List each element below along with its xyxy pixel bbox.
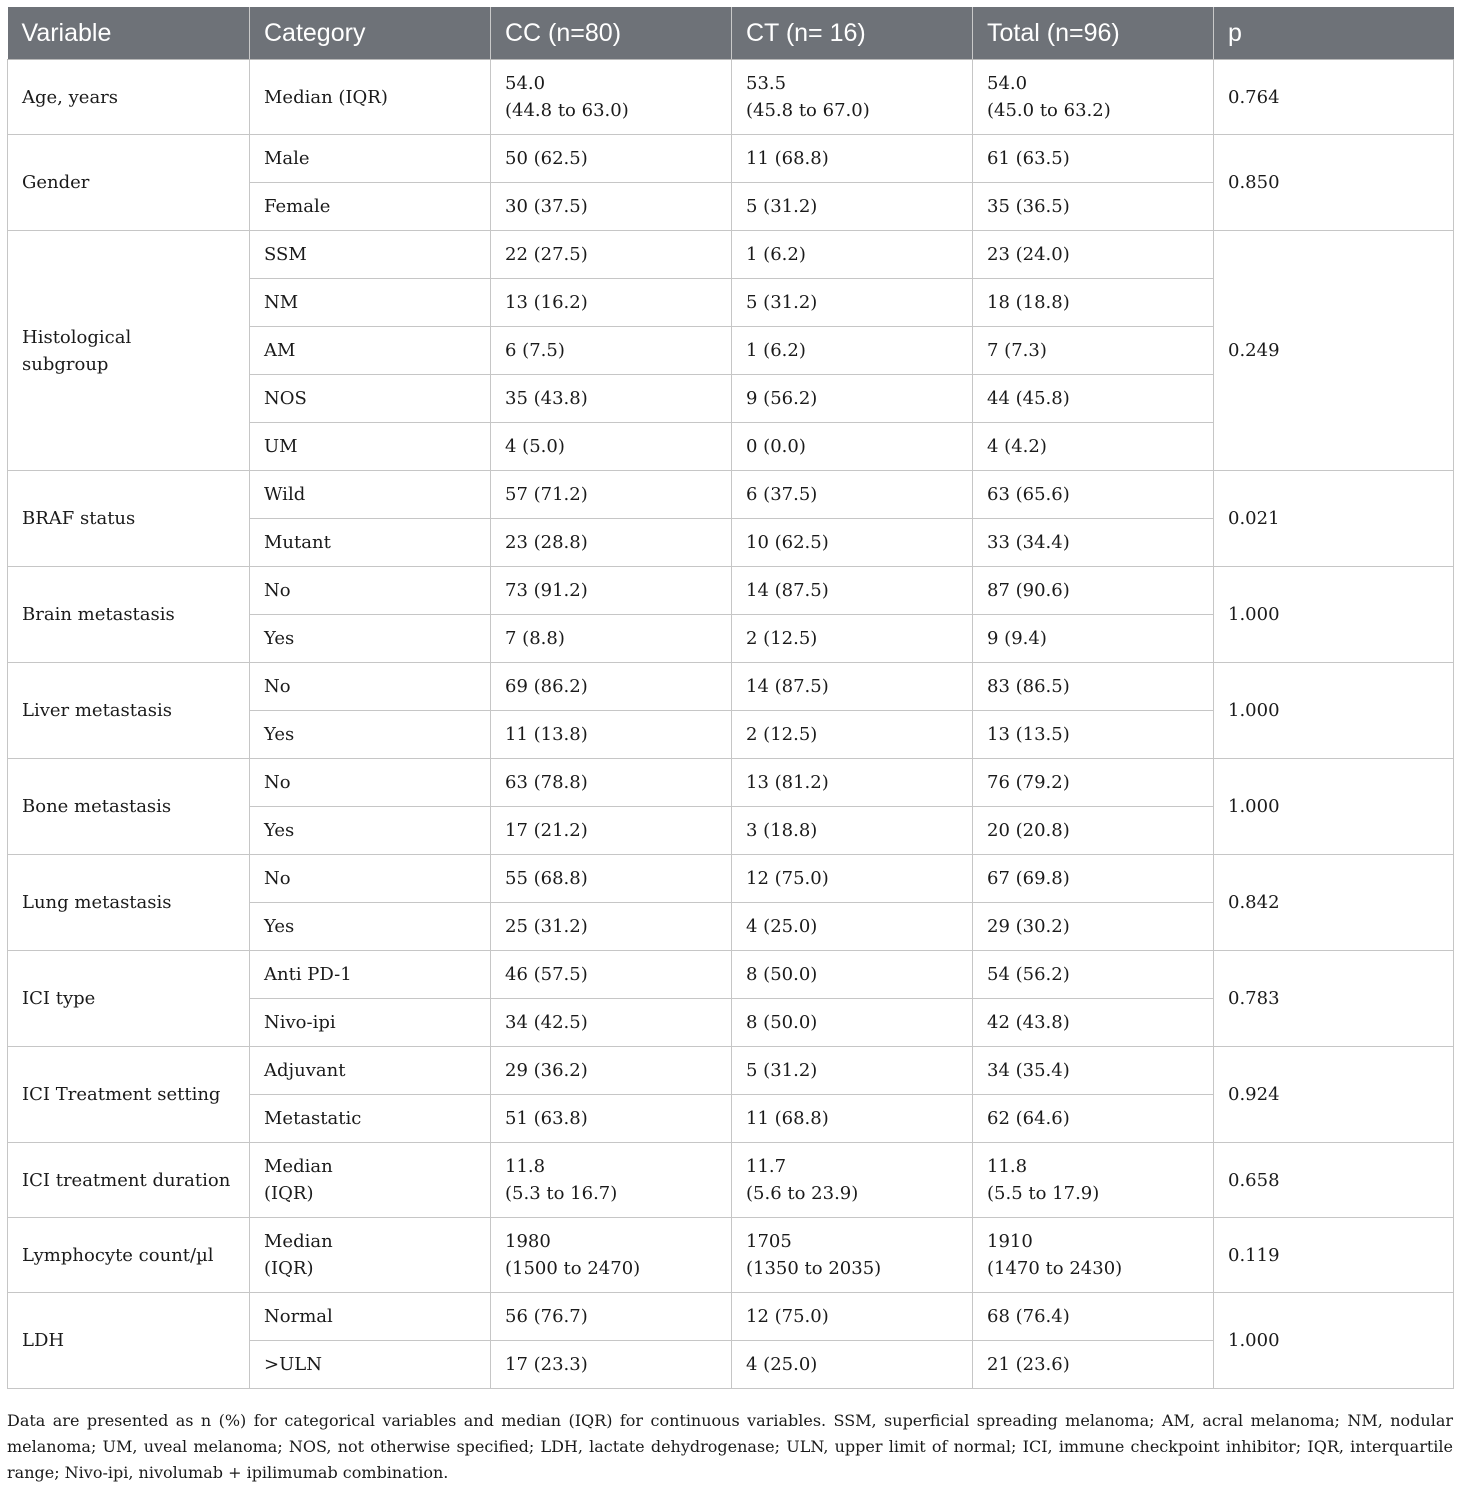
cc-line: 30 (37.5): [505, 196, 588, 217]
variable-line: Histological: [22, 326, 132, 348]
category-cell: [250, 183, 491, 231]
cc-cell: [491, 327, 732, 375]
ct-cell: [732, 1095, 973, 1143]
category-cell: [250, 471, 491, 519]
table-header: [8, 7, 1454, 60]
variable-cell: [8, 1293, 250, 1389]
ct-line: 4 (25.0): [746, 1354, 818, 1375]
cc-line: (5.3 to 16.7): [505, 1183, 618, 1204]
category-cell: [250, 60, 491, 135]
total-cell: [973, 1341, 1214, 1389]
p-value-cell: 0.764: [1214, 60, 1454, 135]
total-line: 67 (69.8): [987, 868, 1070, 889]
p-value-cell: 0.119: [1214, 1218, 1454, 1293]
category-line: Mutant: [264, 532, 331, 553]
ct-line: 12 (75.0): [746, 1306, 829, 1327]
variable-line: ICI Treatment setting: [22, 1084, 221, 1105]
table-row: [8, 855, 1454, 903]
table-row: [8, 231, 1454, 279]
ct-cell: [732, 999, 973, 1047]
total-cell: [973, 855, 1214, 903]
ct-line: 1 (6.2): [746, 244, 806, 265]
total-line: 87 (90.6): [987, 580, 1070, 601]
cc-cell: [491, 855, 732, 903]
ct-cell: [732, 423, 973, 471]
header-total: Total (n=96): [973, 7, 1214, 60]
ct-cell: [732, 231, 973, 279]
category-line: Nivo-ipi: [264, 1012, 336, 1033]
cc-cell: [491, 279, 732, 327]
p-value-cell: 0.924: [1214, 1047, 1454, 1143]
ct-line: 10 (62.5): [746, 532, 829, 553]
category-cell: [250, 519, 491, 567]
variable-line: Lymphocyte count/µl: [22, 1244, 214, 1266]
total-line: 18 (18.8): [987, 292, 1070, 313]
cc-line: 7 (8.8): [505, 628, 565, 649]
cc-cell: [491, 759, 732, 807]
category-cell: [250, 135, 491, 183]
total-cell: [973, 1293, 1214, 1341]
ct-line: 1705: [746, 1231, 792, 1252]
ct-cell: [732, 807, 973, 855]
ct-line: 5 (31.2): [746, 292, 818, 313]
cc-cell: [491, 999, 732, 1047]
ct-line: 5 (31.2): [746, 1060, 818, 1081]
cc-line: 73 (91.2): [505, 580, 588, 601]
total-line: 11.8: [987, 1156, 1028, 1177]
ct-line: 11 (68.8): [746, 1108, 829, 1129]
ct-line: 8 (50.0): [746, 1012, 818, 1033]
category-line: Wild: [264, 484, 306, 505]
table-row: [8, 1218, 1454, 1293]
category-line: Anti PD-1: [264, 964, 352, 985]
cc-cell: [491, 375, 732, 423]
cc-line: 55 (68.8): [505, 868, 588, 889]
variable-line: Liver metastasis: [22, 700, 172, 721]
cc-line: 51 (63.8): [505, 1108, 588, 1129]
table-row: [8, 471, 1454, 519]
category-line: No: [264, 580, 291, 601]
total-line: 54.0: [987, 73, 1028, 94]
cc-line: 23 (28.8): [505, 532, 588, 553]
category-cell: [250, 1095, 491, 1143]
total-line: 42 (43.8): [987, 1012, 1070, 1033]
total-line: 13 (13.5): [987, 724, 1070, 745]
variable-line: LDH: [22, 1330, 65, 1351]
ct-cell: [732, 951, 973, 999]
p-value-cell: 0.842: [1214, 855, 1454, 951]
variable-line: ICI treatment duration: [22, 1169, 231, 1191]
variable-cell: [8, 1143, 250, 1218]
category-line: AM: [264, 340, 296, 361]
ct-line: 11 (68.8): [746, 148, 829, 169]
table-row: [8, 1143, 1454, 1218]
cc-cell: [491, 711, 732, 759]
cc-cell: [491, 663, 732, 711]
category-line: Median: [264, 1231, 333, 1252]
ct-line: (5.6 to 23.9): [746, 1183, 859, 1204]
variable-line: Brain metastasis: [22, 604, 175, 625]
cc-cell: [491, 615, 732, 663]
total-line: 7 (7.3): [987, 340, 1047, 361]
cc-line: 4 (5.0): [505, 436, 565, 457]
cc-line: (44.8 to 63.0): [505, 100, 629, 121]
ct-cell: [732, 327, 973, 375]
ct-cell: [732, 567, 973, 615]
ct-cell: [732, 135, 973, 183]
cc-line: 17 (23.3): [505, 1354, 588, 1375]
category-cell: [250, 1047, 491, 1095]
total-line: 9 (9.4): [987, 628, 1047, 649]
ct-cell: [732, 1143, 973, 1218]
category-cell: [250, 1218, 491, 1293]
ct-line: 53.5: [746, 73, 787, 94]
cc-cell: [491, 567, 732, 615]
variable-cell: [8, 135, 250, 231]
ct-cell: [732, 519, 973, 567]
ct-cell: [732, 711, 973, 759]
total-line: (1470 to 2430): [987, 1258, 1123, 1279]
header-variable: Variable: [8, 7, 250, 60]
ct-cell: [732, 279, 973, 327]
cc-line: 50 (62.5): [505, 148, 588, 169]
variable-line: BRAF status: [22, 508, 136, 529]
total-cell: [973, 471, 1214, 519]
cc-line: 29 (36.2): [505, 1060, 588, 1081]
cc-line: 11.8: [505, 1156, 546, 1177]
total-cell: [973, 423, 1214, 471]
ct-line: 11.7: [746, 1156, 787, 1177]
variable-cell: [8, 471, 250, 567]
cc-line: 25 (31.2): [505, 916, 588, 937]
p-value-cell: 0.783: [1214, 951, 1454, 1047]
cc-line: 46 (57.5): [505, 964, 588, 985]
variable-line: subgroup: [22, 353, 109, 375]
category-line: >ULN: [264, 1354, 322, 1375]
p-value-cell: 0.658: [1214, 1143, 1454, 1218]
cc-line: 34 (42.5): [505, 1012, 588, 1033]
total-line: 62 (64.6): [987, 1108, 1070, 1129]
ct-line: 4 (25.0): [746, 916, 818, 937]
total-cell: [973, 999, 1214, 1047]
ct-line: 13 (81.2): [746, 772, 829, 793]
cc-line: 56 (76.7): [505, 1306, 588, 1327]
category-line: Normal: [264, 1306, 333, 1327]
p-value-cell: 1.000: [1214, 663, 1454, 759]
variable-cell: [8, 60, 250, 135]
category-cell: [250, 279, 491, 327]
category-cell: [250, 855, 491, 903]
category-line: NM: [264, 292, 299, 313]
variable-cell: [8, 567, 250, 663]
cc-line: 11 (13.8): [505, 724, 588, 745]
ct-cell: [732, 1293, 973, 1341]
ct-cell: [732, 1341, 973, 1389]
ct-cell: [732, 903, 973, 951]
ct-cell: [732, 183, 973, 231]
category-cell: [250, 1143, 491, 1218]
category-cell: [250, 1293, 491, 1341]
cc-cell: [491, 423, 732, 471]
ct-line: 0 (0.0): [746, 436, 806, 457]
category-line: Metastatic: [264, 1108, 362, 1129]
table-row: [8, 60, 1454, 135]
ct-line: 2 (12.5): [746, 628, 818, 649]
cc-cell: [491, 1047, 732, 1095]
total-cell: [973, 711, 1214, 759]
total-line: 44 (45.8): [987, 388, 1070, 409]
cc-cell: [491, 1341, 732, 1389]
cc-line: (1500 to 2470): [505, 1258, 641, 1279]
total-cell: [973, 231, 1214, 279]
cc-cell: [491, 231, 732, 279]
header-p: p: [1214, 7, 1454, 60]
ct-cell: [732, 375, 973, 423]
cc-cell: [491, 951, 732, 999]
cc-cell: [491, 60, 732, 135]
cc-cell: [491, 519, 732, 567]
cc-cell: [491, 183, 732, 231]
category-line: No: [264, 772, 291, 793]
category-line: Adjuvant: [264, 1060, 346, 1081]
total-cell: [973, 951, 1214, 999]
total-line: 61 (63.5): [987, 148, 1070, 169]
category-cell: [250, 231, 491, 279]
total-cell: [973, 375, 1214, 423]
category-line: (IQR): [264, 1183, 314, 1204]
total-line: 68 (76.4): [987, 1306, 1070, 1327]
category-cell: [250, 327, 491, 375]
variable-cell: [8, 855, 250, 951]
cc-line: 1980: [505, 1231, 551, 1252]
category-cell: [250, 423, 491, 471]
ct-line: 14 (87.5): [746, 580, 829, 601]
cc-cell: [491, 1293, 732, 1341]
ct-cell: [732, 855, 973, 903]
category-line: UM: [264, 436, 298, 457]
p-value-cell: 1.000: [1214, 567, 1454, 663]
table-row: [8, 135, 1454, 183]
cc-cell: [491, 1218, 732, 1293]
ct-cell: [732, 759, 973, 807]
ct-line: 6 (37.5): [746, 484, 818, 505]
table-row: [8, 1047, 1454, 1095]
variable-cell: [8, 663, 250, 759]
cc-line: 6 (7.5): [505, 340, 565, 361]
total-cell: [973, 903, 1214, 951]
category-line: Yes: [264, 628, 295, 649]
category-line: (IQR): [264, 1258, 314, 1279]
category-cell: [250, 615, 491, 663]
ct-line: 2 (12.5): [746, 724, 818, 745]
total-line: 33 (34.4): [987, 532, 1070, 553]
cc-line: 57 (71.2): [505, 484, 588, 505]
ct-cell: [732, 471, 973, 519]
ct-cell: [732, 1218, 973, 1293]
p-value-cell: 0.850: [1214, 135, 1454, 231]
total-cell: [973, 1143, 1214, 1218]
variable-line: ICI type: [22, 988, 96, 1009]
cc-cell: [491, 1095, 732, 1143]
p-value-cell: 0.249: [1214, 231, 1454, 471]
total-line: (45.0 to 63.2): [987, 100, 1111, 121]
total-cell: [973, 1095, 1214, 1143]
total-line: 21 (23.6): [987, 1354, 1070, 1375]
cc-line: 17 (21.2): [505, 820, 588, 841]
total-line: 76 (79.2): [987, 772, 1070, 793]
table-row: [8, 759, 1454, 807]
category-line: Yes: [264, 724, 295, 745]
category-line: Yes: [264, 820, 295, 841]
table-footnote: Data are presented as n (%) for categorical variables and median (IQR) for continuous variables. SSM, superficial spreading melanoma; AM, acral melanoma; NM, nodular melanoma; UM, uveal melanoma; NOS, not otherwise specified; LDH, lactate dehydrogenase; ULN, upper limit of normal; ICI, immune checkpoint inhibitor; IQR, interquartile range; Nivo-ipi, nivolumab + ipilimumab combination.: [7, 1411, 1453, 1482]
cc-line: 35 (43.8): [505, 388, 588, 409]
category-line: Male: [264, 148, 310, 169]
variable-cell: [8, 1047, 250, 1143]
patient-characteristics-table: [7, 7, 1454, 1389]
total-line: (5.5 to 17.9): [987, 1183, 1100, 1204]
category-cell: [250, 903, 491, 951]
total-line: 1910: [987, 1231, 1033, 1252]
category-cell: [250, 807, 491, 855]
total-cell: [973, 615, 1214, 663]
ct-line: 9 (56.2): [746, 388, 818, 409]
total-cell: [973, 135, 1214, 183]
table-row: [8, 663, 1454, 711]
total-line: 63 (65.6): [987, 484, 1070, 505]
total-cell: [973, 807, 1214, 855]
category-cell: [250, 663, 491, 711]
variable-line: Lung metastasis: [22, 892, 172, 913]
variable-line: Gender: [22, 172, 90, 193]
total-cell: [973, 663, 1214, 711]
ct-line: 5 (31.2): [746, 196, 818, 217]
total-cell: [973, 1047, 1214, 1095]
table-row: [8, 567, 1454, 615]
table-row: [8, 1293, 1454, 1341]
p-value-cell: 1.000: [1214, 759, 1454, 855]
total-line: 34 (35.4): [987, 1060, 1070, 1081]
header-row: [8, 7, 1454, 60]
total-line: 29 (30.2): [987, 916, 1070, 937]
variable-cell: [8, 951, 250, 1047]
ct-cell: [732, 663, 973, 711]
cc-cell: [491, 903, 732, 951]
cc-line: 54.0: [505, 73, 546, 94]
category-cell: [250, 1341, 491, 1389]
total-line: 35 (36.5): [987, 196, 1070, 217]
ct-cell: [732, 1047, 973, 1095]
total-line: 54 (56.2): [987, 964, 1070, 985]
total-cell: [973, 567, 1214, 615]
category-cell: [250, 711, 491, 759]
category-cell: [250, 759, 491, 807]
variable-cell: [8, 231, 250, 471]
category-line: Median: [264, 1156, 333, 1177]
total-line: 23 (24.0): [987, 244, 1070, 265]
category-line: No: [264, 868, 291, 889]
total-cell: [973, 279, 1214, 327]
ct-cell: [732, 60, 973, 135]
total-line: 83 (86.5): [987, 676, 1070, 697]
variable-cell: [8, 759, 250, 855]
total-line: 4 (4.2): [987, 436, 1047, 457]
total-cell: [973, 327, 1214, 375]
variable-line: Age, years: [22, 86, 119, 108]
total-line: 20 (20.8): [987, 820, 1070, 841]
total-cell: [973, 183, 1214, 231]
header-ct: CT (n= 16): [732, 7, 973, 60]
p-value-cell: 0.021: [1214, 471, 1454, 567]
cc-line: 13 (16.2): [505, 292, 588, 313]
table-row: [8, 951, 1454, 999]
cc-cell: [491, 807, 732, 855]
category-cell: [250, 951, 491, 999]
ct-line: 8 (50.0): [746, 964, 818, 985]
category-line: Yes: [264, 916, 295, 937]
category-line: Median (IQR): [264, 86, 388, 108]
ct-line: 3 (18.8): [746, 820, 818, 841]
ct-cell: [732, 615, 973, 663]
ct-line: 12 (75.0): [746, 868, 829, 889]
total-cell: [973, 60, 1214, 135]
category-line: NOS: [264, 388, 307, 409]
ct-line: (1350 to 2035): [746, 1258, 882, 1279]
total-cell: [973, 759, 1214, 807]
category-line: No: [264, 676, 291, 697]
category-cell: [250, 375, 491, 423]
variable-line: Bone metastasis: [22, 796, 172, 817]
p-value-cell: 1.000: [1214, 1293, 1454, 1389]
cc-line: 63 (78.8): [505, 772, 588, 793]
variable-cell: [8, 1218, 250, 1293]
table-body: [8, 60, 1454, 1389]
cc-line: 22 (27.5): [505, 244, 588, 265]
category-cell: [250, 567, 491, 615]
cc-cell: [491, 471, 732, 519]
header-cc: CC (n=80): [491, 7, 732, 60]
cc-line: 69 (86.2): [505, 676, 588, 697]
header-category: Category: [250, 7, 491, 60]
category-line: SSM: [264, 244, 307, 265]
total-cell: [973, 519, 1214, 567]
ct-line: 14 (87.5): [746, 676, 829, 697]
total-cell: [973, 1218, 1214, 1293]
category-cell: [250, 999, 491, 1047]
ct-line: (45.8 to 67.0): [746, 100, 870, 121]
cc-cell: [491, 1143, 732, 1218]
category-line: Female: [264, 196, 331, 217]
ct-line: 1 (6.2): [746, 340, 806, 361]
table-container: [7, 7, 1453, 1389]
cc-cell: [491, 135, 732, 183]
